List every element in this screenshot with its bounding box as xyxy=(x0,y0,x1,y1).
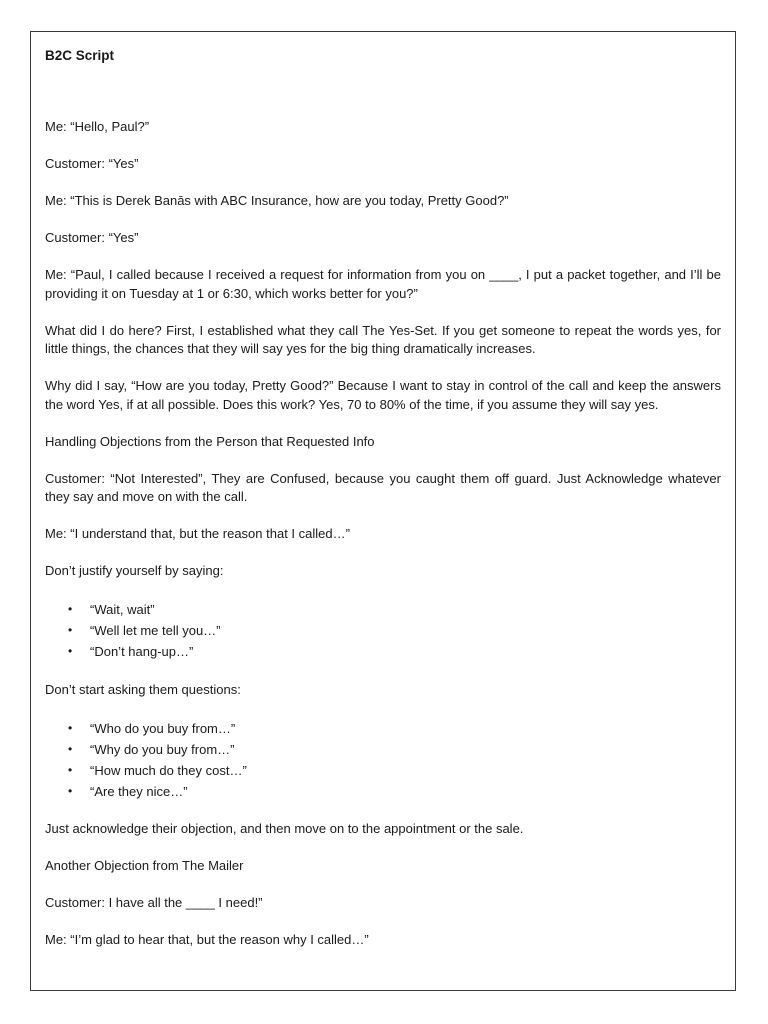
paragraph: What did I do here? First, I established what they call The Yes-Set. If you get someone to repeat the words yes, for little things, the chances that they will say yes for the big thing dramatically increases. xyxy=(45,322,721,356)
document-page xyxy=(30,31,736,991)
list-item-text: “Wait, wait” xyxy=(90,602,155,617)
bullet-list xyxy=(45,718,721,802)
paragraph: Customer: I have all the ____ I need!” xyxy=(45,895,263,910)
bullet-icon: • xyxy=(68,741,73,756)
bullet-icon: • xyxy=(68,602,73,616)
list-item-text: “How much do they cost…” xyxy=(90,762,247,778)
paragraph: Customer: “Not Interested”, They are Confused, because you caught them off guard. Just Acknowledge whatever they say and move on with the call. xyxy=(45,470,721,504)
list-item xyxy=(68,718,721,739)
bullet-icon: • xyxy=(68,720,73,735)
paragraph: Me: “This is Derek Banās with ABC Insurance, how are you today, Pretty Good?” xyxy=(45,193,509,208)
bullet-icon: • xyxy=(68,783,73,798)
list-item xyxy=(68,781,721,802)
list-item xyxy=(68,620,721,641)
paragraph: Me: “Paul, I called because I received a request for information from you on ____, I put a packet together, and I’ll be providing it on Tuesday at 1 or 6:30, which works better for you?” xyxy=(45,267,721,301)
bullet-icon: • xyxy=(68,644,73,658)
list-item-text: “Are they nice…” xyxy=(90,783,188,799)
paragraph: Me: “Hello, Paul?” xyxy=(45,119,150,134)
list-item xyxy=(68,641,721,662)
list-item-text: “Well let me tell you…” xyxy=(90,623,221,638)
list-item-text: “Why do you buy from…” xyxy=(90,741,235,757)
bullet-icon: • xyxy=(68,762,73,777)
document-title: B2C Script xyxy=(45,48,115,63)
section-heading: Handling Objections from the Person that Requested Info xyxy=(45,433,375,449)
list-item xyxy=(68,739,721,760)
list-item-text: “Don’t hang-up…” xyxy=(90,644,194,659)
paragraph: Me: “I understand that, but the reason that I called…” xyxy=(45,526,350,541)
list-item xyxy=(68,599,721,620)
section-heading: Another Objection from The Mailer xyxy=(45,858,244,873)
paragraph: Just acknowledge their objection, and then move on to the appointment or the sale. xyxy=(45,821,524,836)
paragraph: Why did I say, “How are you today, Pretty Good?” Because I want to stay in control of the call and keep the answers the word Yes, if at all possible. Does this work? Yes, 70 to 80% of the time, if you assume they will say yes. xyxy=(45,378,721,412)
bullet-icon: • xyxy=(68,623,73,637)
paragraph: Customer: “Yes” xyxy=(45,230,139,245)
list-item-text: “Who do you buy from…” xyxy=(90,720,236,736)
paragraph: Don’t justify yourself by saying: xyxy=(45,563,224,578)
bullet-list xyxy=(45,599,721,662)
list-item xyxy=(68,760,721,781)
paragraph: Me: “I’m glad to hear that, but the reason why I called…” xyxy=(45,932,369,947)
paragraph: Don’t start asking them questions: xyxy=(45,681,241,697)
paragraph: Customer: “Yes” xyxy=(45,156,139,171)
